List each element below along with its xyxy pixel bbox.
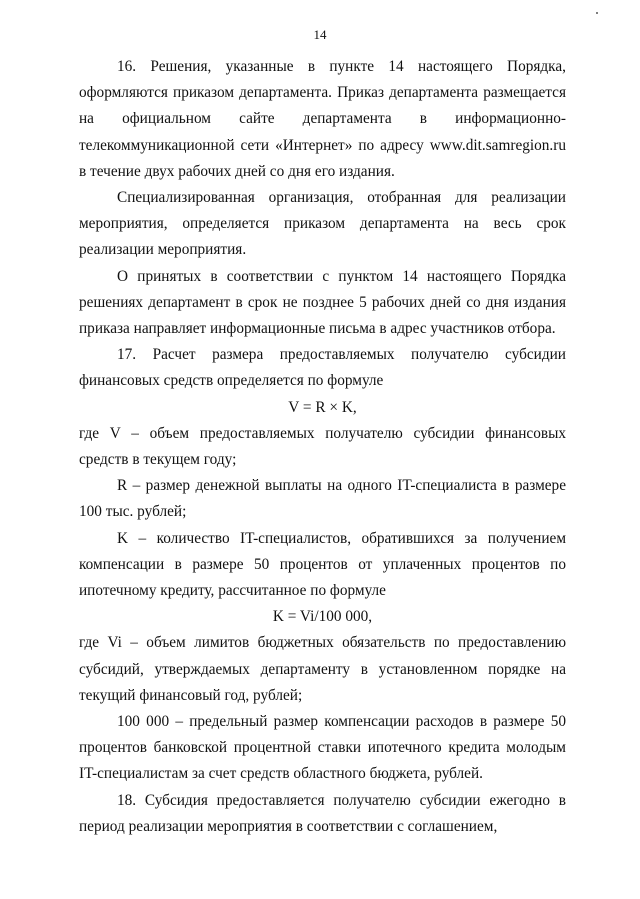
- formula-k: K = Vi/100 000,: [272, 608, 373, 626]
- paragraph-100000-definition: 100 000 – предельный размер компенсации расходов в размере 50 процентов банковской процентной ставки ипотечного кредита молодым IT-специалистам за счет средств областного бюджета, рублей.: [79, 713, 566, 783]
- paragraph-decisions-notice: О принятых в соответствии с пунктом 14 настоящего Порядка решениях департамент в срок не позднее 5 рабочих дней со дня издания приказа направляет информационные письма в адрес участников отбора.: [79, 267, 566, 338]
- formula-v: V = R × K,: [288, 398, 357, 416]
- page-number: 14: [313, 27, 327, 42]
- paragraph-16: 16. Решения, указанные в пункте 14 настоящего Порядка, оформляются приказом департамента. Приказ департамента размещается на официальном сайте департамента в информационно-телекоммуникационной сети «Интернет» по адресу www.dit.samregion.ru в течение двух рабочих дней со дня его издания.: [79, 58, 566, 180]
- document-body: [79, 54, 566, 840]
- paragraph-17: 17. Расчет размера предоставляемых получателю субсидии финансовых средств определяется по формуле: [79, 346, 566, 390]
- scan-speck: [596, 12, 598, 14]
- paragraph-k-definition: K – количество IT-специалистов, обратившихся за получением компенсации в размере 50 процентов от уплаченных процентов по ипотечному кредиту, рассчитанное по формуле: [79, 529, 566, 600]
- paragraph-r-definition: R – размер денежной выплаты на одного IT-специалиста в размере 100 тыс. рублей;: [79, 477, 566, 521]
- paragraph-vi-definition: где Vi – объем лимитов бюджетных обязательств по предоставлению субсидий, утверждаемых департаменту в установленном порядке на текущий финансовый год, рублей;: [79, 634, 566, 704]
- paragraph-18: 18. Субсидия предоставляется получателю субсидии ежегодно в период реализации мероприятия в соответствии с соглашением,: [79, 791, 566, 835]
- paragraph-v-definition: где V – объем предоставляемых получателю субсидии финансовых средств в текущем году;: [79, 424, 566, 469]
- paragraph-specialized-org: Специализированная организация, отобранная для реализации мероприятия, определяется приказом департамента на весь срок реализации мероприятия.: [79, 189, 566, 259]
